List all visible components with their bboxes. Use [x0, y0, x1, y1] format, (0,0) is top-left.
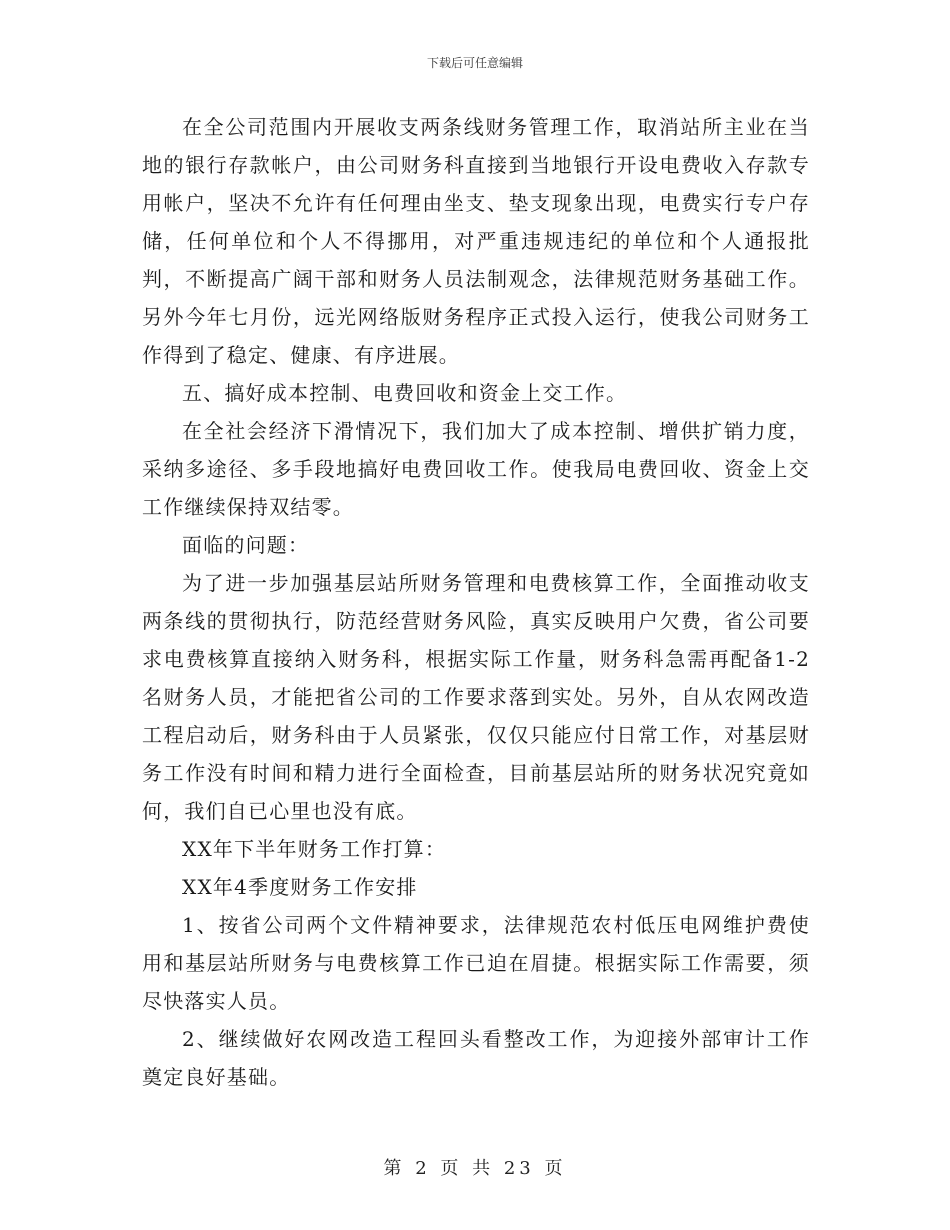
- paragraph-6: XX年下半年财务工作打算：: [182, 837, 447, 861]
- paragraph-1: 在全公司范围内开展收支两条线财务管理工作，取消站所主业在当地的银行存款帐户，由公司财务科直接到当地银行开设电费收入存款专用帐户，坚决不允许有任何理由坐支、垫支现象出现，电费实行专户存储，任何单位和个人不得挪用，对严重违规违纪的单位和个人通报批判，不断提高广阔干部和财务人员法制观念，法律规范财务基础工作。另外今年七月份，远光网络版财务程序正式投入运行，使我公司财务工作得到了稳定、健康、有序进展。: [142, 115, 810, 367]
- paragraph-5: 为了进一步加强基层站所财务管理和电费核算工作，全面推动收支两条线的贯彻执行，防范经营财务风险，真实反映用户欠费，省公司要求电费核算直接纳入财务科，根据实际工作量，财务科急需再配备1-2名财务人员，才能把省公司的工作要求落到实处。另外，自从农网改造工程启动后，财务科由于人员紧张，仅仅只能应付日常工作，对基层财务工作没有时间和精力进行全面检查，目前基层站所的财务状况究竟如何，我们自已心里也没有底。: [142, 571, 810, 823]
- paragraph-3: 在全社会经济下滑情况下，我们加大了成本控制、增供扩销力度，采纳多途径、多手段地搞好电费回收工作。使我局电费回收、资金上交工作继续保持双结零。: [142, 419, 810, 519]
- page-header: 下载后可任意编辑: [426, 56, 523, 70]
- paragraph-8: 1、按省公司两个文件精神要求，法律规范农村低压电网维护费使用和基层站所财务与电费核算工作已迫在眉捷。根据实际工作需要，须尽快落实人员。: [142, 913, 810, 1013]
- page-footer: 第 2 页 共 23 页: [383, 1158, 567, 1179]
- paragraph-9: 2、继续做好农网改造工程回头看整改工作，为迎接外部审计工作奠定良好基础。: [142, 1027, 810, 1089]
- paragraph-4: 面临的问题：: [182, 533, 310, 557]
- paragraph-2: 五、搞好成本控制、电费回收和资金上交工作。: [182, 381, 628, 405]
- document-body: [142, 108, 810, 1096]
- paragraph-7: XX年4季度财务工作安排: [182, 875, 418, 899]
